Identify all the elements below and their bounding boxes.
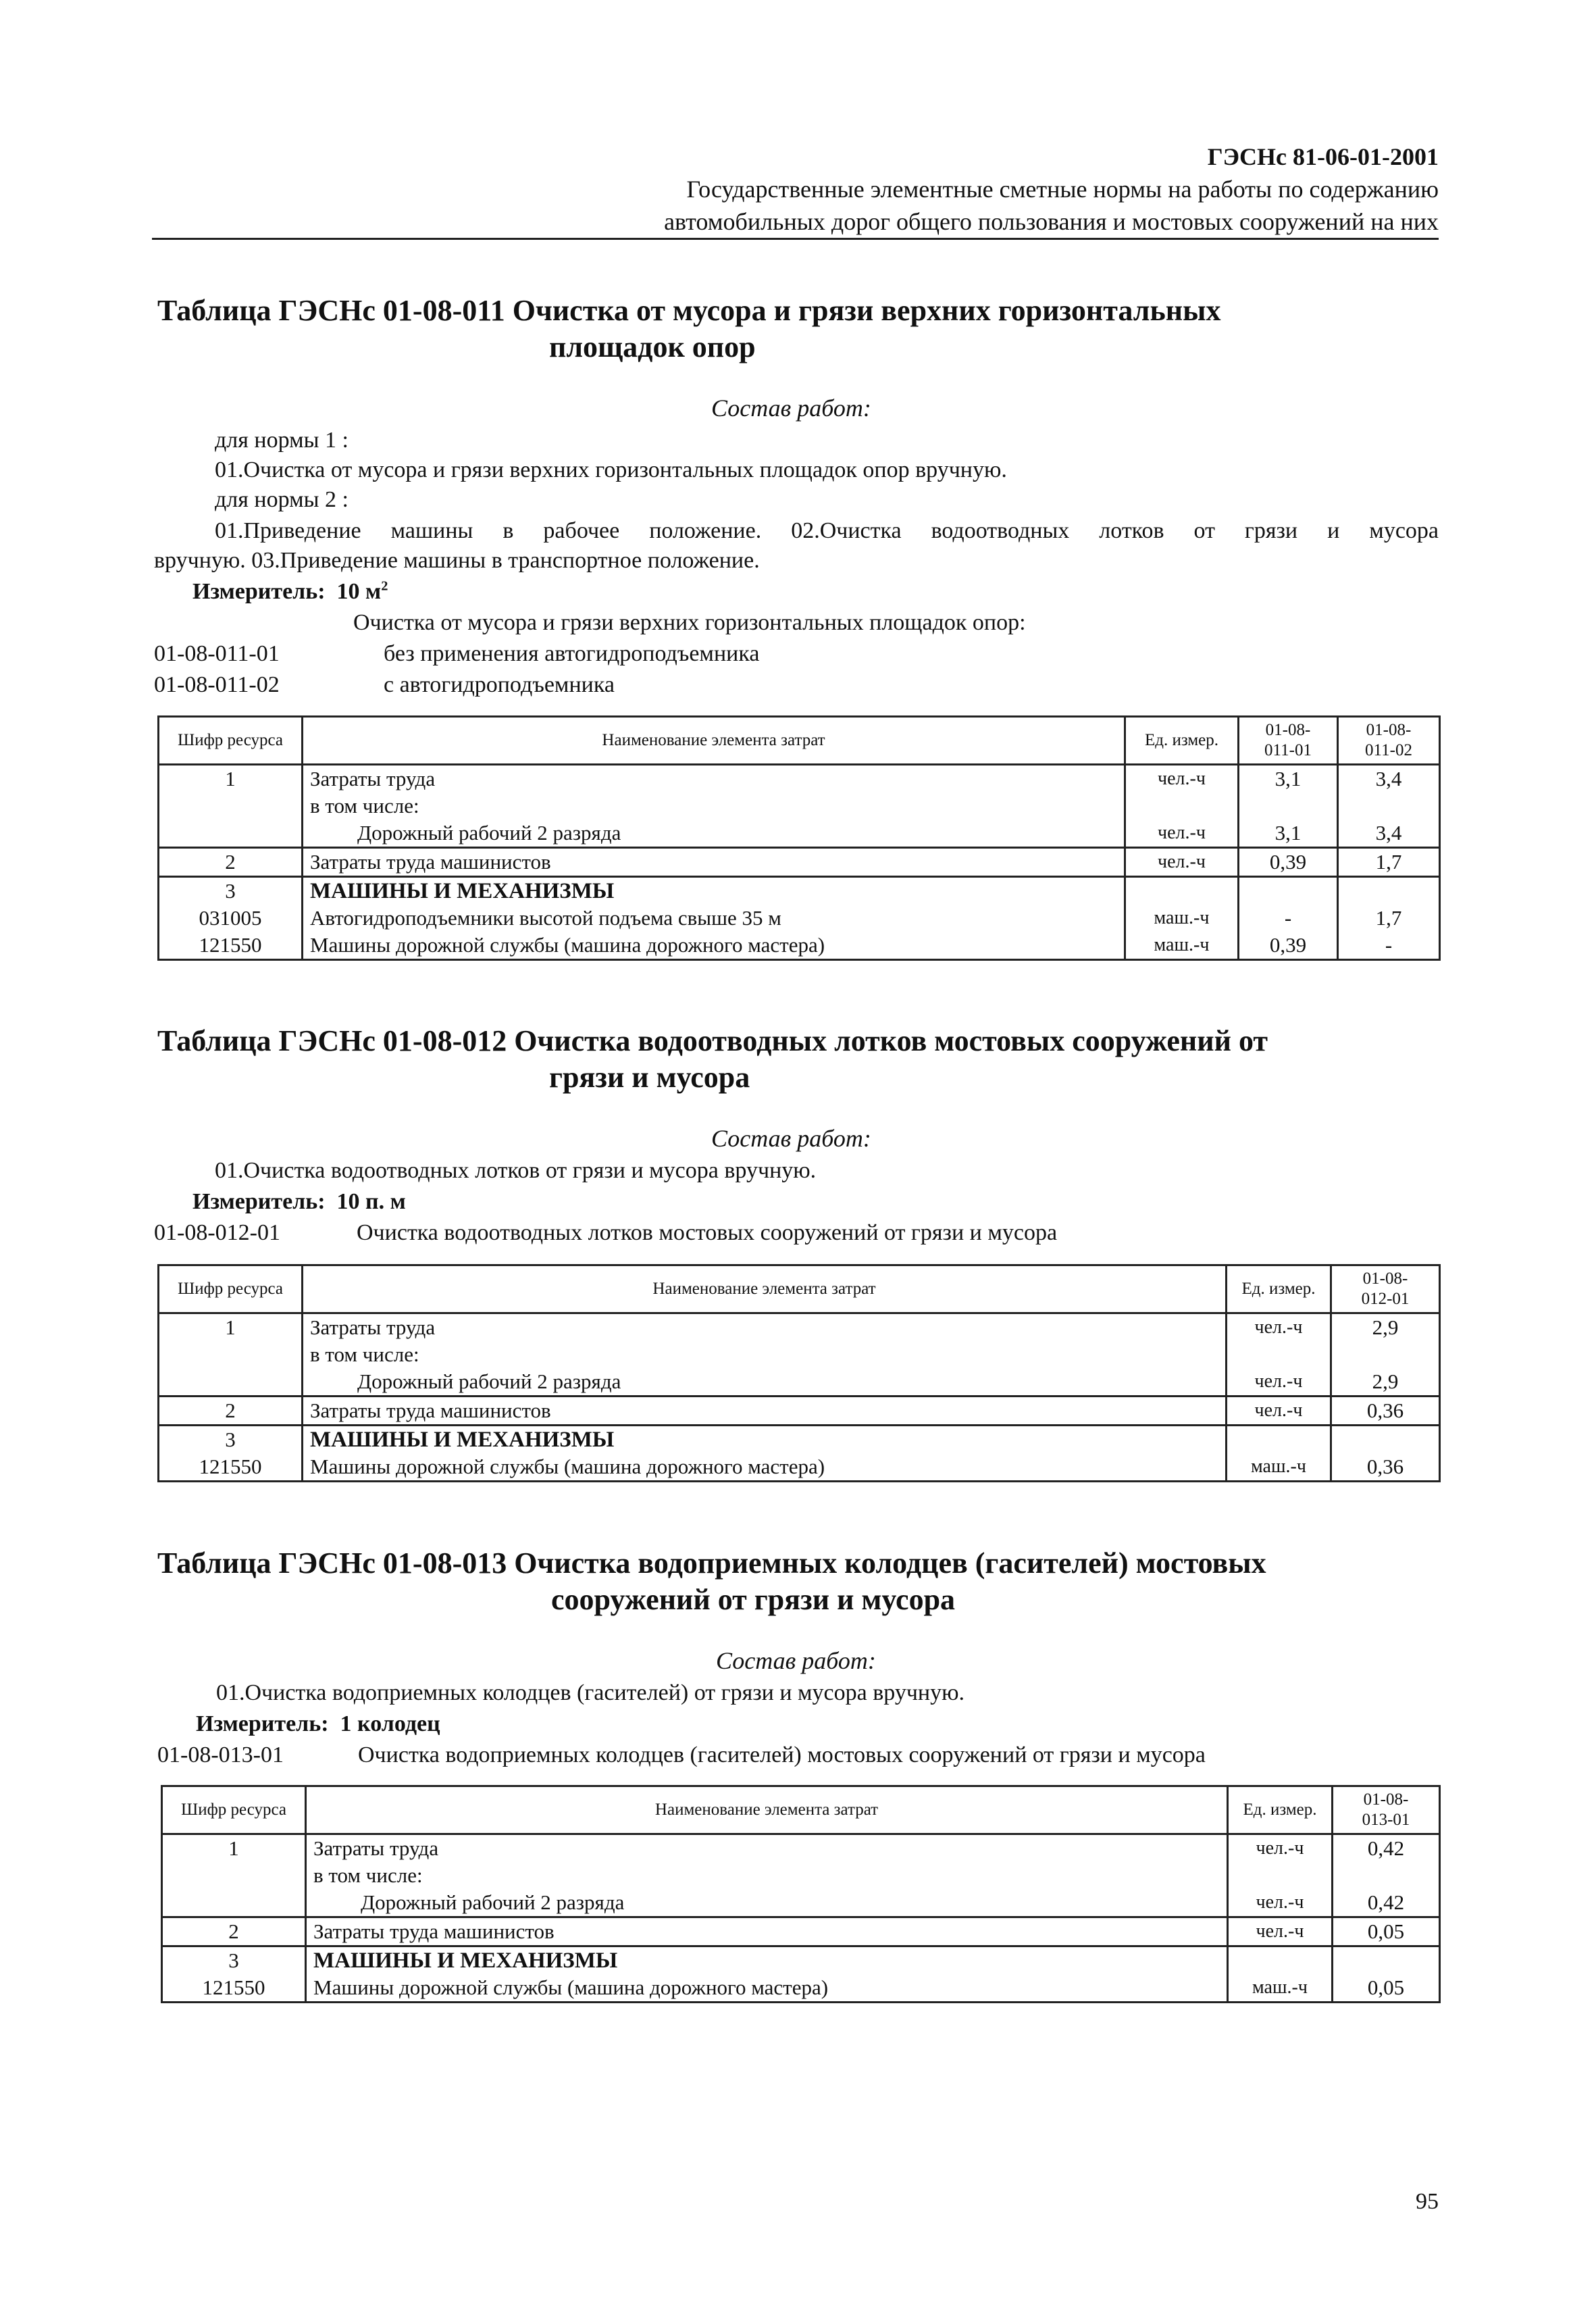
table-header-row xyxy=(159,717,1440,765)
resource-code: 1 xyxy=(159,1313,303,1397)
resource-unit: чел.-ч xyxy=(1125,848,1239,877)
measure-value: 10 м xyxy=(336,579,382,604)
resource-unit: чел.-ч xyxy=(1227,1397,1331,1426)
measure-label: Измеритель: xyxy=(192,579,326,604)
norm-value: 0,05 xyxy=(1333,1946,1440,2003)
header-title-line-1: Государственные элементные сметные нормы на работы по содержанию xyxy=(686,176,1439,203)
table-011-title-line-2: площадок опор xyxy=(549,330,756,363)
column-header-unit: Ед. измер. xyxy=(1125,717,1239,765)
table-row xyxy=(159,765,1440,848)
table-013-work: 01.Очистка водоприемных колодцев (гасителей) от грязи и мусора вручную. xyxy=(216,1680,965,1705)
resource-name: Затраты труда в том числе: Дорожный рабочий 2 разряда xyxy=(303,765,1125,848)
measure-label: Измеритель: xyxy=(192,1189,326,1214)
resource-unit: чел.-ч чел.-ч xyxy=(1125,765,1239,848)
table-row xyxy=(159,1426,1440,1482)
resource-unit: маш.-ч маш.-ч xyxy=(1125,877,1239,960)
table-row xyxy=(159,1397,1440,1426)
norm-code: 01-08-013-01 xyxy=(157,1742,284,1767)
column-header-name: Наименование элемента затрат xyxy=(306,1786,1228,1834)
column-header-unit: Ед. измер. xyxy=(1228,1786,1333,1834)
table-011-norm-2-work-line-2: вручную. 03.Приведение машины в транспортное положение. xyxy=(154,548,760,573)
column-header-code: Шифр ресурса xyxy=(159,717,303,765)
header-rule xyxy=(152,238,1439,240)
table-row xyxy=(159,1313,1440,1397)
norm-value: 2,9 2,9 xyxy=(1331,1313,1440,1397)
table-011-title-line-1: Таблица ГЭСНс 01-08-011 Очистка от мусора и грязи верхних горизонтальных xyxy=(157,294,1221,327)
resource-name: Затраты труда машинистов xyxy=(306,1917,1228,1946)
column-header-code: Шифр ресурса xyxy=(159,1265,303,1313)
measure-superscript: 2 xyxy=(381,578,388,594)
column-header-norm: 01-08- 011-02 xyxy=(1338,717,1440,765)
resource-unit: чел.-ч xyxy=(1228,1917,1333,1946)
resource-name: Затраты труда в том числе: Дорожный рабочий 2 разряда xyxy=(303,1313,1227,1397)
column-header-norm: 01-08- 012-01 xyxy=(1331,1265,1440,1313)
resource-code: 2 xyxy=(162,1917,306,1946)
measure-label: Измеритель: xyxy=(196,1711,329,1736)
table-011-work-heading: Состав работ: xyxy=(711,395,871,422)
table-011-norm-intro: Очистка от мусора и грязи верхних горизонтальных площадок опор: xyxy=(353,610,1026,635)
resource-name: Затраты труда машинистов xyxy=(303,1397,1227,1426)
norm-value: - 0,39 xyxy=(1239,877,1338,960)
table-row xyxy=(159,877,1440,960)
resource-code: 3 121550 xyxy=(159,1426,303,1482)
table-011-measure xyxy=(192,577,388,607)
norm-value: 0,36 xyxy=(1331,1426,1440,1482)
norm-code: 01-08-011-02 xyxy=(154,672,280,697)
column-header-name: Наименование элемента затрат xyxy=(303,1265,1227,1313)
table-011-norm-2-work-line-1: 01.Приведение машины в рабочее положение. 02.Очистка водоотводных лотков от грязи и мусора xyxy=(215,518,1439,543)
document-code: ГЭСНс 81-06-01-2001 xyxy=(1207,143,1439,170)
table-header-row xyxy=(159,1265,1440,1313)
table-013-measure xyxy=(196,1709,440,1739)
norm-code: 01-08-011-01 xyxy=(154,641,280,666)
column-header-name: Наименование элемента затрат xyxy=(303,717,1125,765)
resource-code: 3 031005 121550 xyxy=(159,877,303,960)
table-row xyxy=(159,848,1440,877)
table-012-work: 01.Очистка водоотводных лотков от грязи и мусора вручную. xyxy=(215,1158,817,1183)
page-number: 95 xyxy=(1416,2189,1439,2214)
norm-value: 0,39 xyxy=(1239,848,1338,877)
measure-value: 10 п. м xyxy=(336,1189,406,1214)
column-header-norm: 01-08- 011-01 xyxy=(1239,717,1338,765)
measure-value: 1 колодец xyxy=(340,1711,440,1736)
resource-name: Затраты труда в том числе: Дорожный рабочий 2 разряда xyxy=(306,1834,1228,1917)
norm-value: 0,36 xyxy=(1331,1397,1440,1426)
column-header-code: Шифр ресурса xyxy=(162,1786,306,1834)
norm-value: 0,05 xyxy=(1333,1917,1440,1946)
table-header-row xyxy=(162,1786,1440,1834)
norm-name: с автогидроподъемника xyxy=(384,672,615,697)
table-012-measure xyxy=(192,1187,406,1217)
resource-unit: маш.-ч xyxy=(1227,1426,1331,1482)
resource-name: МАШИНЫ И МЕХАНИЗМЫ Машины дорожной службы (машина дорожного мастера) xyxy=(303,1426,1227,1482)
table-013-title-line-1: Таблица ГЭСНс 01-08-013 Очистка водоприемных колодцев (гасителей) мостовых xyxy=(157,1546,1266,1580)
norm-value: 3,1 3,1 xyxy=(1239,765,1338,848)
resource-code: 2 xyxy=(159,1397,303,1426)
resource-code: 1 xyxy=(159,765,303,848)
norm-value: 1,7 - xyxy=(1338,877,1440,960)
resource-unit: чел.-ч чел.-ч xyxy=(1228,1834,1333,1917)
norm-name: без применения автогидроподъемника xyxy=(384,641,760,666)
resource-code: 3 121550 xyxy=(162,1946,306,2003)
resource-code: 1 xyxy=(162,1834,306,1917)
resource-name: МАШИНЫ И МЕХАНИЗМЫ Автогидроподъемники высотой подъема свыше 35 м Машины дорожной службы (машина дорожного мастера) xyxy=(303,877,1125,960)
column-header-unit: Ед. измер. xyxy=(1227,1265,1331,1313)
resource-unit: маш.-ч xyxy=(1228,1946,1333,2003)
resource-name: МАШИНЫ И МЕХАНИЗМЫ Машины дорожной службы (машина дорожного мастера) xyxy=(306,1946,1228,2003)
table-012-work-heading: Состав работ: xyxy=(711,1125,871,1152)
resource-code: 2 xyxy=(159,848,303,877)
table-012-title-line-2: грязи и мусора xyxy=(549,1061,750,1094)
table-012-title-line-1: Таблица ГЭСНс 01-08-012 Очистка водоотводных лотков мостовых сооружений от xyxy=(157,1024,1268,1057)
norm-value: 3,4 3,4 xyxy=(1338,765,1440,848)
table-row xyxy=(162,1834,1440,1917)
resource-unit: чел.-ч чел.-ч xyxy=(1227,1313,1331,1397)
norm-name: Очистка водоприемных колодцев (гасителей) мостовых сооружений от грязи и мусора xyxy=(358,1742,1206,1767)
column-header-norm: 01-08- 013-01 xyxy=(1333,1786,1440,1834)
table-011-norm-1-work: 01.Очистка от мусора и грязи верхних горизонтальных площадок опор вручную. xyxy=(215,457,1007,482)
table-011-norm-1-label: для нормы 1 : xyxy=(215,428,349,453)
norm-code: 01-08-012-01 xyxy=(154,1220,280,1245)
table-row xyxy=(162,1917,1440,1946)
norm-value: 1,7 xyxy=(1338,848,1440,877)
resource-table-011 xyxy=(157,715,1441,961)
norm-value: 0,42 0,42 xyxy=(1333,1834,1440,1917)
norm-name: Очистка водоотводных лотков мостовых сооружений от грязи и мусора xyxy=(357,1220,1058,1245)
header-title-line-2: автомобильных дорог общего пользования и мостовых сооружений на них xyxy=(664,208,1439,235)
resource-table-012 xyxy=(157,1264,1441,1482)
table-013-work-heading: Состав работ: xyxy=(716,1647,876,1674)
table-013-title-line-2: сооружений от грязи и мусора xyxy=(551,1583,956,1616)
resource-table-013 xyxy=(161,1785,1441,2003)
table-row xyxy=(162,1946,1440,2003)
table-011-norm-2-label: для нормы 2 : xyxy=(215,487,349,512)
resource-name: Затраты труда машинистов xyxy=(303,848,1125,877)
